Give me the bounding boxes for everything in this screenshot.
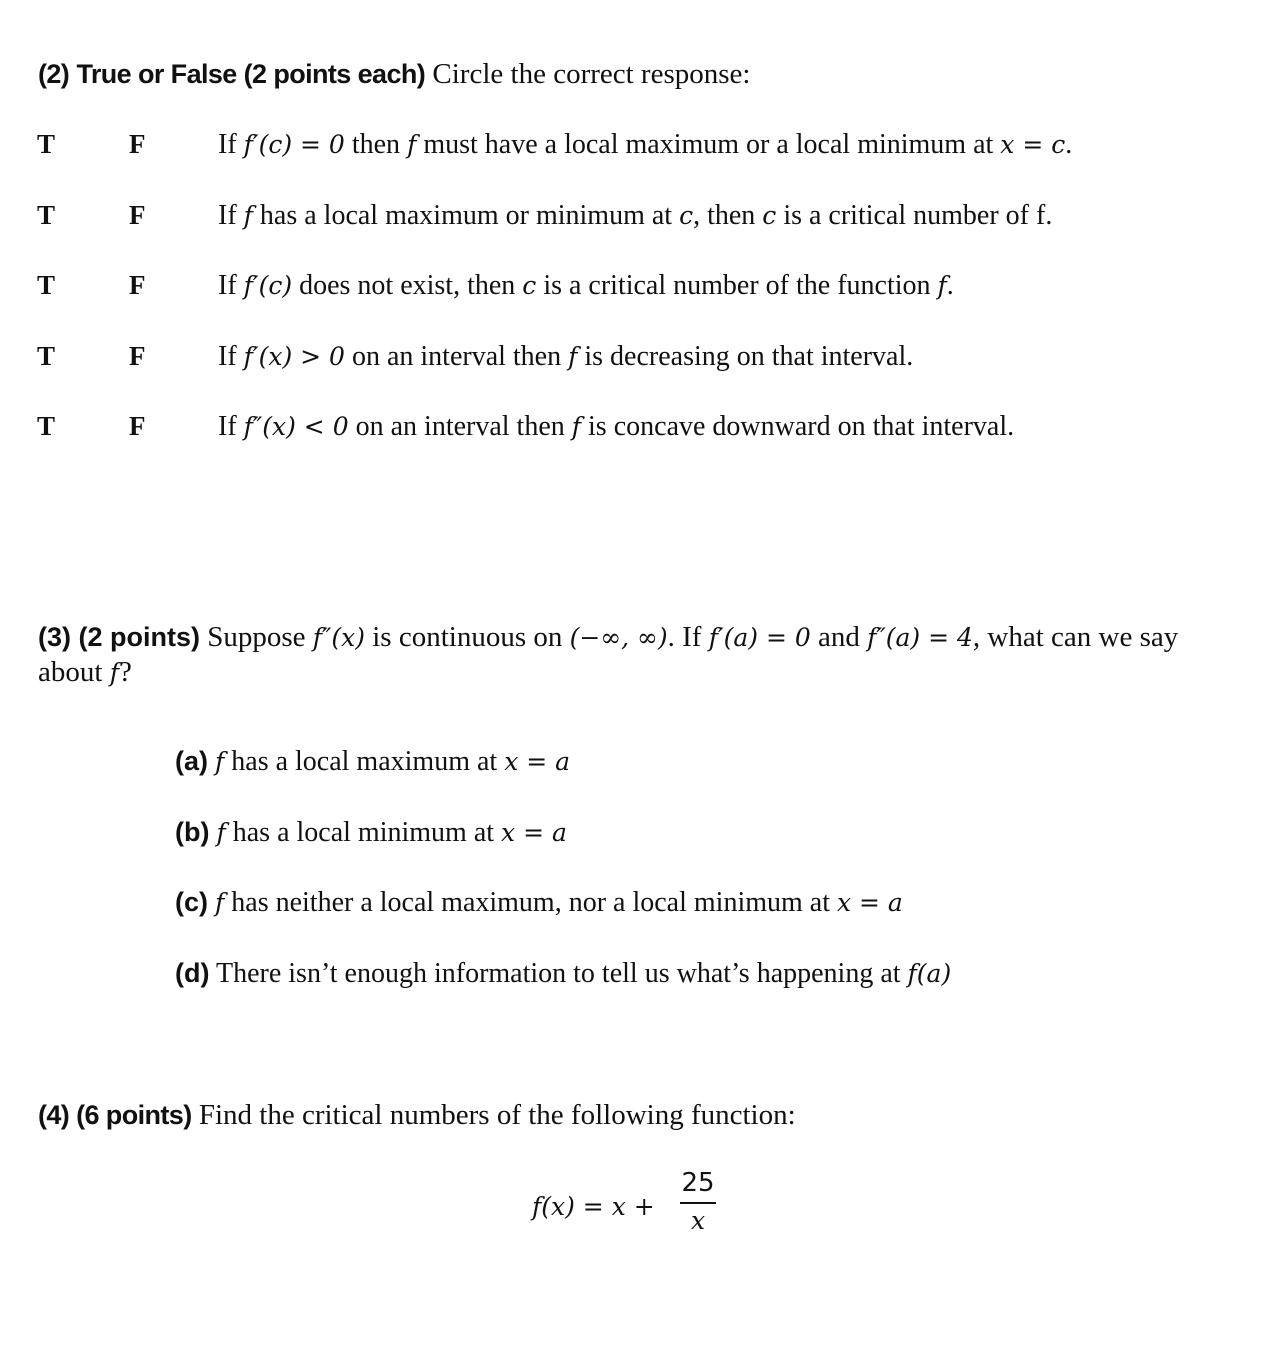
q3-option-b[interactable] bbox=[175, 817, 567, 849]
q2-heading bbox=[38, 58, 750, 91]
tf-row bbox=[0, 129, 1266, 169]
q4-text: Find the critical numbers of the following function: bbox=[191, 1099, 796, 1131]
option-math: x = a bbox=[504, 747, 571, 776]
option-text: has neither a local maximum, nor a local minimum at bbox=[224, 887, 837, 918]
stmt-math: f bbox=[937, 271, 947, 300]
true-option[interactable]: T bbox=[37, 341, 56, 371]
formula-lhs: f(x) = x + bbox=[532, 1192, 655, 1221]
stmt-text: , then bbox=[693, 200, 763, 231]
stmt-math: f bbox=[407, 130, 417, 159]
fraction-numerator: 25 bbox=[681, 1168, 715, 1198]
q3-text: , what can we say about bbox=[38, 621, 1179, 688]
false-option[interactable]: F bbox=[129, 270, 146, 300]
q3-math: f″(x) bbox=[312, 623, 365, 652]
tf-row bbox=[0, 200, 1266, 240]
q3-text: . If bbox=[667, 621, 709, 653]
q3-math: f″(a) = 4 bbox=[867, 623, 973, 652]
option-math: x = a bbox=[836, 888, 903, 917]
stmt-math: f bbox=[568, 342, 578, 371]
option-math: f bbox=[216, 818, 226, 847]
stmt-math: f′(c) bbox=[243, 271, 293, 300]
stmt-math: f″(x) < 0 bbox=[243, 412, 349, 441]
option-math: x = a bbox=[501, 818, 567, 847]
stmt-text: is concave downward on that interval. bbox=[581, 411, 1015, 442]
true-option[interactable]: T bbox=[37, 411, 56, 441]
option-math: f(a) bbox=[907, 959, 952, 988]
stmt-text: If bbox=[218, 341, 244, 372]
stmt-text: If bbox=[218, 129, 244, 160]
tf-statement bbox=[218, 200, 1052, 232]
option-text: has a local maximum at bbox=[224, 746, 505, 777]
option-label: (d) bbox=[175, 958, 210, 988]
stmt-text: If bbox=[218, 200, 244, 231]
q3-text: ? bbox=[118, 656, 132, 688]
stmt-text: has a local maximum or minimum at bbox=[252, 200, 680, 231]
option-label: (a) bbox=[175, 746, 208, 776]
fraction bbox=[678, 1168, 718, 1236]
stmt-text: . bbox=[1065, 129, 1073, 160]
tf-statement bbox=[218, 341, 913, 373]
option-math: f bbox=[215, 747, 225, 776]
stmt-text: then bbox=[344, 129, 408, 160]
function-formula bbox=[532, 1168, 752, 1248]
stmt-text: If bbox=[218, 411, 244, 442]
tf-statement bbox=[218, 411, 1014, 443]
stmt-math: x = c bbox=[1000, 130, 1066, 159]
tf-statement bbox=[218, 129, 1072, 161]
stmt-text: . bbox=[946, 270, 954, 301]
stmt-math: c bbox=[522, 271, 537, 300]
tf-row bbox=[0, 341, 1266, 381]
true-option[interactable]: T bbox=[37, 200, 56, 230]
stmt-text: does not exist, then bbox=[292, 270, 523, 301]
option-text: There isn’t enough information to tell us what’s happening at bbox=[209, 958, 908, 989]
stmt-math: c bbox=[762, 201, 777, 230]
stmt-math: f bbox=[571, 412, 582, 441]
q3-option-a[interactable] bbox=[175, 746, 570, 778]
q3-math: f′(a) = 0 bbox=[708, 623, 811, 652]
option-text: has a local minimum at bbox=[225, 817, 502, 848]
option-label: (b) bbox=[175, 817, 210, 847]
q3-math: (−∞, ∞) bbox=[569, 623, 668, 652]
stmt-text: is decreasing on that interval. bbox=[577, 341, 914, 372]
option-math: f bbox=[215, 888, 225, 917]
q2-title: True or False (2 points each) bbox=[76, 59, 426, 89]
q3-prompt bbox=[38, 620, 1218, 690]
stmt-text: on an interval then bbox=[348, 411, 572, 442]
tf-row bbox=[0, 270, 1266, 310]
true-option[interactable]: T bbox=[37, 129, 56, 159]
stmt-math: f′(x) > 0 bbox=[243, 342, 345, 371]
false-option[interactable]: F bbox=[129, 129, 146, 159]
q3-text: is continuous on bbox=[365, 621, 570, 653]
option-label: (c) bbox=[175, 887, 208, 917]
stmt-text: must have a local maximum or a local minimum at bbox=[416, 129, 1001, 160]
stmt-text: If bbox=[218, 270, 244, 301]
q3-label: (3) (2 points) bbox=[38, 622, 200, 652]
false-option[interactable]: F bbox=[129, 200, 146, 230]
true-option[interactable]: T bbox=[37, 270, 56, 300]
q3-math: f bbox=[109, 658, 119, 687]
stmt-math: c bbox=[679, 201, 694, 230]
stmt-math: f bbox=[243, 201, 253, 230]
stmt-text: is a critical number of the function bbox=[536, 270, 938, 301]
false-option[interactable]: F bbox=[129, 341, 146, 371]
q4-heading bbox=[38, 1099, 796, 1132]
false-option[interactable]: F bbox=[129, 411, 146, 441]
q3-text: Suppose bbox=[200, 621, 313, 653]
q3-option-c[interactable] bbox=[175, 887, 903, 919]
tf-statement bbox=[218, 270, 954, 302]
tf-row bbox=[0, 411, 1266, 451]
stmt-text: is a critical number of f. bbox=[776, 200, 1053, 231]
fraction-bar bbox=[680, 1202, 716, 1204]
fraction-denominator: x bbox=[690, 1206, 706, 1235]
q3-text: and bbox=[810, 621, 868, 653]
q4-label: (4) (6 points) bbox=[38, 1100, 192, 1130]
q3-option-d[interactable] bbox=[175, 958, 951, 990]
q2-instruction: Circle the correct response: bbox=[432, 58, 751, 90]
stmt-text: on an interval then bbox=[344, 341, 569, 372]
q2-number: (2) bbox=[38, 59, 70, 89]
stmt-math: f′(c) = 0 bbox=[243, 130, 345, 159]
